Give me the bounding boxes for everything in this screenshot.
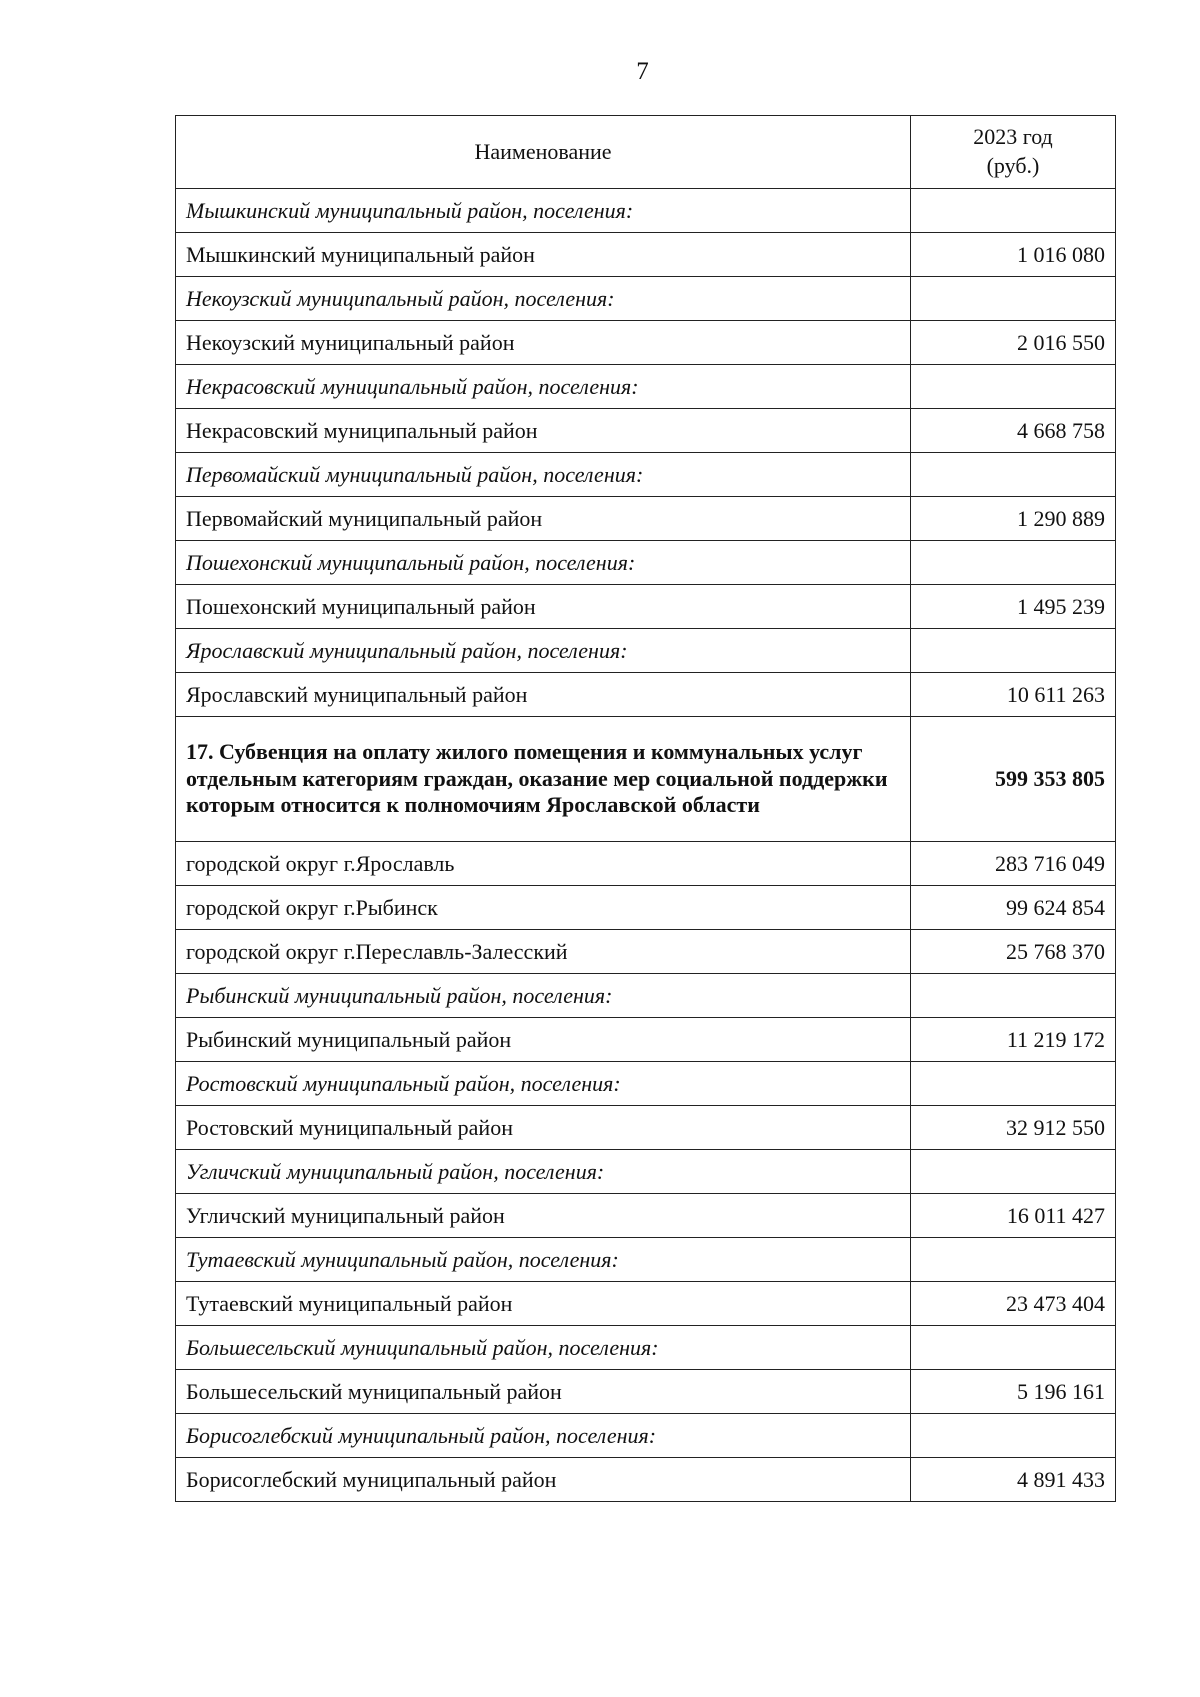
subheading-row (176, 1062, 1116, 1106)
row-name-cell: Борисоглебский муниципальный район (176, 1458, 911, 1502)
budget-table (175, 115, 1116, 1502)
section-total-row (176, 717, 1116, 842)
row-value-cell: 10 611 263 (911, 673, 1116, 717)
subheading-row (176, 1238, 1116, 1282)
row-value-cell: 5 196 161 (911, 1370, 1116, 1414)
row-name-cell: Первомайский муниципальный район (176, 497, 911, 541)
row-name-cell: Некоузский муниципальный район, поселения: (176, 277, 911, 321)
subheading-row (176, 453, 1116, 497)
row-name-cell: Тутаевский муниципальный район, поселения: (176, 1238, 911, 1282)
row-value-cell (911, 277, 1116, 321)
subheading-row (176, 365, 1116, 409)
row-value-cell (911, 1150, 1116, 1194)
table-row (176, 1370, 1116, 1414)
row-value-cell: 283 716 049 (911, 842, 1116, 886)
row-name-cell: Тутаевский муниципальный район (176, 1282, 911, 1326)
subheading-row (176, 189, 1116, 233)
row-value-cell: 4 891 433 (911, 1458, 1116, 1502)
row-name-cell: Ростовский муниципальный район (176, 1106, 911, 1150)
row-value-cell: 1 016 080 (911, 233, 1116, 277)
row-name-cell: Некоузский муниципальный район (176, 321, 911, 365)
table-row (176, 1282, 1116, 1326)
row-name-cell: городской округ г.Переславль-Залесский (176, 930, 911, 974)
table-row (176, 497, 1116, 541)
row-name-cell: Первомайский муниципальный район, поселения: (176, 453, 911, 497)
row-name-cell: городской округ г.Рыбинск (176, 886, 911, 930)
header-unit: (руб.) (986, 153, 1040, 178)
row-value-cell (911, 189, 1116, 233)
table-row (176, 842, 1116, 886)
subheading-row (176, 1150, 1116, 1194)
row-name-cell: Пошехонский муниципальный район (176, 585, 911, 629)
row-name-cell: Рыбинский муниципальный район, поселения: (176, 974, 911, 1018)
row-value-cell: 11 219 172 (911, 1018, 1116, 1062)
row-value-cell (911, 453, 1116, 497)
row-name-cell: Большесельский муниципальный район, поселения: (176, 1326, 911, 1370)
table-row (176, 409, 1116, 453)
row-name-cell: Ярославский муниципальный район (176, 673, 911, 717)
subheading-row (176, 277, 1116, 321)
subheading-row (176, 1326, 1116, 1370)
row-value-cell (911, 1062, 1116, 1106)
row-name-cell: Мышкинский муниципальный район, поселения: (176, 189, 911, 233)
row-name-cell: Большесельский муниципальный район (176, 1370, 911, 1414)
table-header-row (176, 116, 1116, 189)
row-name-cell: 17. Субвенция на оплату жилого помещения и коммунальных услуг отдельным категориям граждан, оказание мер социальной поддержки которым относится к полномочиям Ярославской области (176, 717, 911, 842)
row-value-cell: 16 011 427 (911, 1194, 1116, 1238)
header-year-cell (911, 116, 1116, 189)
row-value-cell: 1 290 889 (911, 497, 1116, 541)
row-value-cell (911, 629, 1116, 673)
row-name-cell: Некрасовский муниципальный район, поселения: (176, 365, 911, 409)
row-value-cell: 4 668 758 (911, 409, 1116, 453)
table-row (176, 233, 1116, 277)
subheading-row (176, 541, 1116, 585)
row-value-cell (911, 1326, 1116, 1370)
row-value-cell (911, 541, 1116, 585)
row-name-cell: Некрасовский муниципальный район (176, 409, 911, 453)
subheading-row (176, 629, 1116, 673)
table-body (176, 189, 1116, 1502)
subheading-row (176, 974, 1116, 1018)
row-value-cell: 32 912 550 (911, 1106, 1116, 1150)
row-name-cell: городской округ г.Ярославль (176, 842, 911, 886)
row-name-cell: Рыбинский муниципальный район (176, 1018, 911, 1062)
page-number: 7 (636, 58, 649, 85)
table-row (176, 1194, 1116, 1238)
row-value-cell (911, 1238, 1116, 1282)
table-row (176, 673, 1116, 717)
row-value-cell: 2 016 550 (911, 321, 1116, 365)
row-value-cell: 99 624 854 (911, 886, 1116, 930)
row-value-cell: 1 495 239 (911, 585, 1116, 629)
table-row (176, 930, 1116, 974)
row-value-cell (911, 974, 1116, 1018)
row-name-cell: Ростовский муниципальный район, поселения: (176, 1062, 911, 1106)
table-row (176, 886, 1116, 930)
row-value-cell: 599 353 805 (911, 717, 1116, 842)
table-row (176, 321, 1116, 365)
row-value-cell: 25 768 370 (911, 930, 1116, 974)
table-row (176, 585, 1116, 629)
row-name-cell: Мышкинский муниципальный район (176, 233, 911, 277)
header-year: 2023 год (973, 124, 1053, 150)
row-value-cell (911, 365, 1116, 409)
row-name-cell: Угличский муниципальный район (176, 1194, 911, 1238)
header-name-cell: Наименование (176, 116, 911, 189)
table-row (176, 1018, 1116, 1062)
row-name-cell: Угличский муниципальный район, поселения: (176, 1150, 911, 1194)
table-row (176, 1106, 1116, 1150)
row-name-cell: Ярославский муниципальный район, поселения: (176, 629, 911, 673)
row-name-cell: Пошехонский муниципальный район, поселения: (176, 541, 911, 585)
row-value-cell: 23 473 404 (911, 1282, 1116, 1326)
subheading-row (176, 1414, 1116, 1458)
row-name-cell: Борисоглебский муниципальный район, поселения: (176, 1414, 911, 1458)
table-row (176, 1458, 1116, 1502)
row-value-cell (911, 1414, 1116, 1458)
